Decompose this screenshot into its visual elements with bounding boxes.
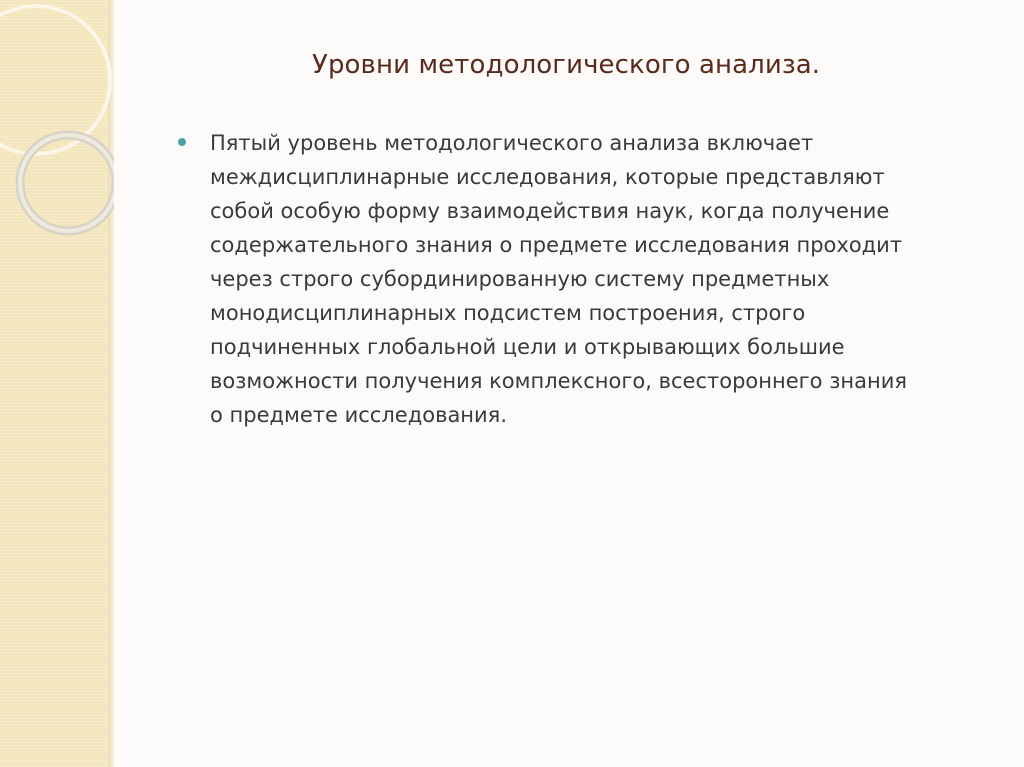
bullet-text-line: о предмете исследования. bbox=[210, 403, 507, 427]
bullet-text-line: возможности получения комплексного, всестороннего знания bbox=[210, 369, 907, 393]
bullet-text-line: Пятый уровень методологического анализа включает bbox=[210, 131, 814, 155]
decorative-rings bbox=[0, 0, 114, 767]
bullet-text-line: через строго субординированную систему предметных bbox=[210, 267, 830, 291]
decor-ring-small-highlight bbox=[20, 135, 114, 231]
bullet-text-line: содержательного знания о предмете исследования проходит bbox=[210, 233, 903, 257]
bullet-text-line: монодисциплинарных подсистем построения, строго bbox=[210, 301, 806, 325]
decor-ring-large bbox=[0, 6, 110, 154]
bullet-text bbox=[210, 126, 990, 432]
dot-bullet-icon bbox=[178, 138, 186, 146]
bullet-text-line: междисциплинарные исследования, которые представляют bbox=[210, 165, 885, 189]
bullet-text-line: собой особую форму взаимодействия наук, когда получение bbox=[210, 199, 890, 223]
bullet-text-line: подчиненных глобальной цели и открывающих большие bbox=[210, 335, 845, 359]
slide-title: Уровни методологического анализа. bbox=[312, 50, 821, 80]
